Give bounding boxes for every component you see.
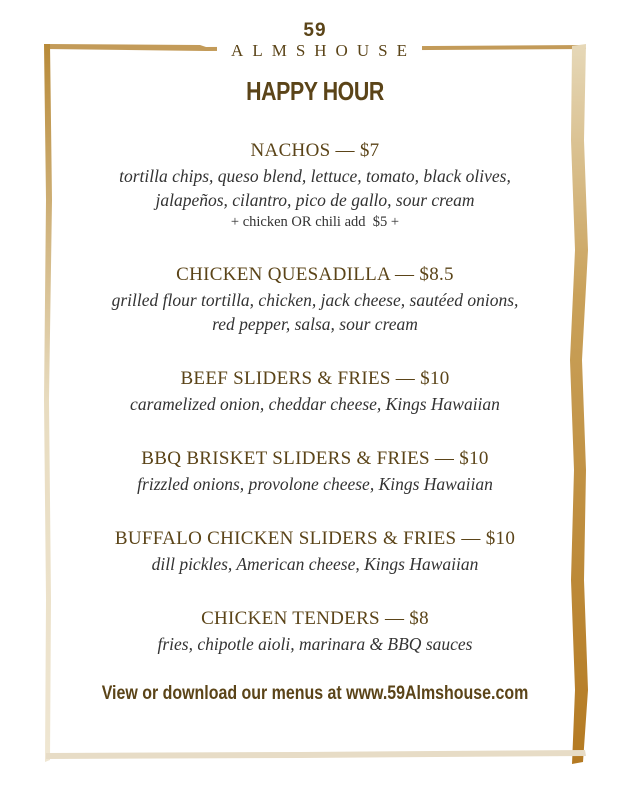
menu-items bbox=[0, 138, 630, 686]
logo-name bbox=[0, 41, 630, 61]
menu-item-description: red pepper, salsa, sour cream bbox=[212, 314, 418, 334]
menu-item-description: frizzled onions, provolone cheese, Kings Hawaiian bbox=[137, 474, 493, 494]
menu-item-description: jalapeños, cilantro, pico de gallo, sour cream bbox=[155, 190, 475, 210]
menu-item-description: caramelized onion, cheddar cheese, Kings Hawaiian bbox=[130, 394, 500, 414]
menu-item-name: BBQ BRISKET SLIDERS & FRIES — $10 bbox=[141, 448, 489, 469]
menu-item-description: fries, chipotle aioli, marinara & BBQ sauces bbox=[157, 634, 473, 654]
menu-item-name: CHICKEN QUESADILLA — $8.5 bbox=[176, 264, 454, 285]
menu-item-addon: + chicken OR chili add $5 + bbox=[230, 214, 400, 230]
menu-item-description: tortilla chips, queso blend, lettuce, tomato, black olives, bbox=[119, 166, 511, 186]
frame-bottom-edge bbox=[46, 750, 586, 759]
page-title: HAPPY HOUR bbox=[246, 76, 384, 106]
menu-item-description: grilled flour tortilla, chicken, jack cheese, sautéed onions, bbox=[111, 290, 519, 310]
menu-item bbox=[0, 606, 630, 656]
logo-number: 59 bbox=[303, 20, 327, 41]
menu-item-name: BUFFALO CHICKEN SLIDERS & FRIES — $10 bbox=[114, 528, 516, 549]
menu-item-name: BEEF SLIDERS & FRIES — $10 bbox=[180, 368, 450, 389]
menu-item bbox=[0, 262, 630, 336]
menu-item-name: NACHOS — $7 bbox=[250, 140, 380, 161]
logo-name-text: ALMSHOUSE bbox=[217, 41, 422, 60]
menu-item bbox=[0, 526, 630, 576]
menu-item bbox=[0, 138, 630, 232]
website-link[interactable]: View or download our menus at www.59Almshouse.com bbox=[101, 683, 529, 704]
menu-item-name: CHICKEN TENDERS — $8 bbox=[201, 608, 429, 629]
menu-item bbox=[0, 446, 630, 496]
menu-item-description: dill pickles, American cheese, Kings Hawaiian bbox=[151, 554, 479, 574]
menu-item bbox=[0, 366, 630, 416]
